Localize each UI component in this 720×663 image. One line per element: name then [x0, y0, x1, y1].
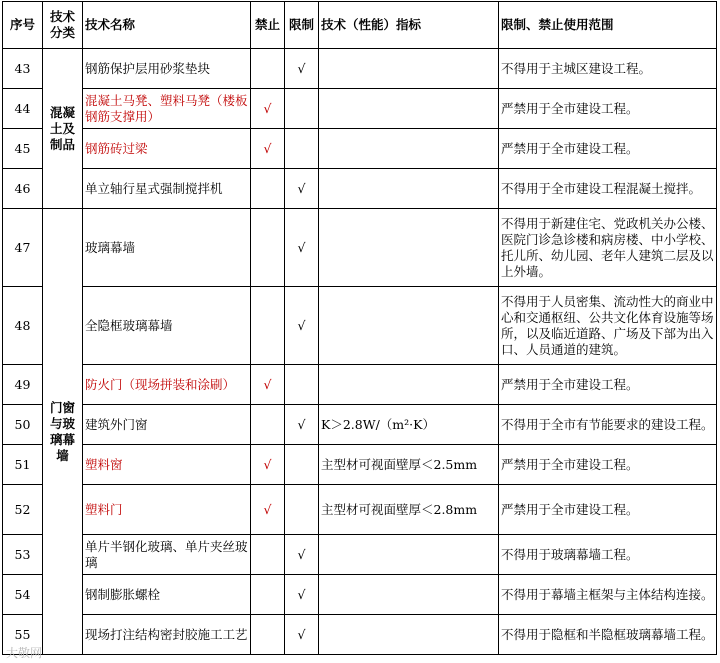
row-name: 钢筋保护层用砂浆垫块: [83, 49, 251, 89]
row-scope: 不得用于主城区建设工程。: [499, 49, 717, 89]
row-limit: √: [285, 209, 319, 287]
row-name: 塑料门: [83, 485, 251, 535]
row-seq: 53: [3, 535, 43, 575]
row-seq: 45: [3, 129, 43, 169]
row-scope: 不得用于隐框和半隐框玻璃幕墙工程。: [499, 615, 717, 655]
row-seq: 50: [3, 405, 43, 445]
watermark: 大敬网: [6, 646, 43, 660]
header-name: 技术名称: [83, 2, 251, 49]
row-name: 单立轴行星式强制搅拌机: [83, 169, 251, 209]
row-name: 钢筋砖过梁: [83, 129, 251, 169]
row-limit: √: [285, 405, 319, 445]
row-spec: 主型材可视面壁厚＜2.5mm: [319, 445, 499, 485]
row-ban: √: [251, 445, 285, 485]
row-name: 钢制膨胀螺栓: [83, 575, 251, 615]
row-ban: [251, 169, 285, 209]
row-spec: [319, 615, 499, 655]
row-spec: [319, 575, 499, 615]
row-scope: 严禁用于全市建设工程。: [499, 129, 717, 169]
row-seq: 51: [3, 445, 43, 485]
table-row: [3, 89, 717, 129]
row-ban: [251, 535, 285, 575]
row-seq: 52: [3, 485, 43, 535]
row-name: 混凝土马凳、塑料马凳（楼板钢筋支撑用）: [83, 89, 251, 129]
header-seq: 序号: [3, 2, 43, 49]
row-scope: 严禁用于全市建设工程。: [499, 445, 717, 485]
header-limit: 限制: [285, 2, 319, 49]
row-spec: [319, 169, 499, 209]
table-row: [3, 485, 717, 535]
row-limit: √: [285, 169, 319, 209]
row-ban: √: [251, 485, 285, 535]
row-seq: 55: [3, 615, 43, 655]
row-seq: 48: [3, 287, 43, 365]
row-scope: 不得用于玻璃幕墙工程。: [499, 535, 717, 575]
technology-table: [2, 1, 717, 655]
row-limit: [285, 445, 319, 485]
row-scope: 不得用于新建住宅、党政机关办公楼、医院门诊急诊楼和病房楼、中小学校、托儿所、幼儿园、老年人建筑二层及以上外墙。: [499, 209, 717, 287]
row-scope: 严禁用于全市建设工程。: [499, 89, 717, 129]
row-ban: [251, 287, 285, 365]
row-limit: √: [285, 49, 319, 89]
header-spec: 技术（性能）指标: [319, 2, 499, 49]
row-spec: [319, 365, 499, 405]
row-spec: [319, 89, 499, 129]
row-scope: 不得用于幕墙主框架与主体结构连接。: [499, 575, 717, 615]
table-row: [3, 209, 717, 287]
header-ban: 禁止: [251, 2, 285, 49]
row-seq: 49: [3, 365, 43, 405]
row-seq: 43: [3, 49, 43, 89]
table-row: [3, 405, 717, 445]
row-name: 建筑外门窗: [83, 405, 251, 445]
row-seq: 46: [3, 169, 43, 209]
table-row: [3, 535, 717, 575]
row-spec: [319, 49, 499, 89]
row-spec: [319, 209, 499, 287]
row-seq: 44: [3, 89, 43, 129]
header-scope: 限制、禁止使用范围: [499, 2, 717, 49]
row-seq: 47: [3, 209, 43, 287]
row-spec: K＞2.8W/（m²·K）: [319, 405, 499, 445]
category-concrete: 混凝土及制品: [43, 49, 83, 209]
header-row: [3, 2, 717, 49]
table-row: [3, 49, 717, 89]
row-ban: √: [251, 365, 285, 405]
row-scope: 严禁用于全市建设工程。: [499, 485, 717, 535]
row-ban: √: [251, 129, 285, 169]
row-ban: [251, 209, 285, 287]
row-ban: [251, 575, 285, 615]
row-seq: 54: [3, 575, 43, 615]
row-limit: √: [285, 287, 319, 365]
table-row: [3, 169, 717, 209]
row-name: 全隐框玻璃幕墙: [83, 287, 251, 365]
row-name: 现场打注结构密封胶施工工艺: [83, 615, 251, 655]
row-limit: √: [285, 535, 319, 575]
row-limit: [285, 89, 319, 129]
row-scope: 不得用于全市有节能要求的建设工程。: [499, 405, 717, 445]
row-name: 玻璃幕墙: [83, 209, 251, 287]
row-spec: 主型材可视面壁厚＜2.8mm: [319, 485, 499, 535]
table-row: [3, 287, 717, 365]
row-scope: 不得用于全市建设工程混凝土搅拌。: [499, 169, 717, 209]
table-row: [3, 615, 717, 655]
row-limit: [285, 129, 319, 169]
row-limit: √: [285, 575, 319, 615]
table-row: [3, 445, 717, 485]
table-row: [3, 129, 717, 169]
row-ban: √: [251, 89, 285, 129]
row-scope: 不得用于人员密集、流动性大的商业中心和交通枢纽、公共文化体育设施等场所，以及临近道路、广场及下部为出入口、人员通道的建筑。: [499, 287, 717, 365]
row-name: 单片半钢化玻璃、单片夹丝玻璃: [83, 535, 251, 575]
table-row: [3, 575, 717, 615]
row-limit: [285, 365, 319, 405]
row-limit: √: [285, 615, 319, 655]
row-ban: [251, 49, 285, 89]
category-doors: 门窗与玻璃幕墙: [43, 209, 83, 655]
header-category: 技术分类: [43, 2, 83, 49]
row-ban: [251, 615, 285, 655]
row-name: 防火门（现场拼装和涂刷）: [83, 365, 251, 405]
row-ban: [251, 405, 285, 445]
row-spec: [319, 129, 499, 169]
row-scope: 严禁用于全市建设工程。: [499, 365, 717, 405]
row-spec: [319, 535, 499, 575]
row-spec: [319, 287, 499, 365]
row-name: 塑料窗: [83, 445, 251, 485]
row-limit: [285, 485, 319, 535]
table-row: [3, 365, 717, 405]
